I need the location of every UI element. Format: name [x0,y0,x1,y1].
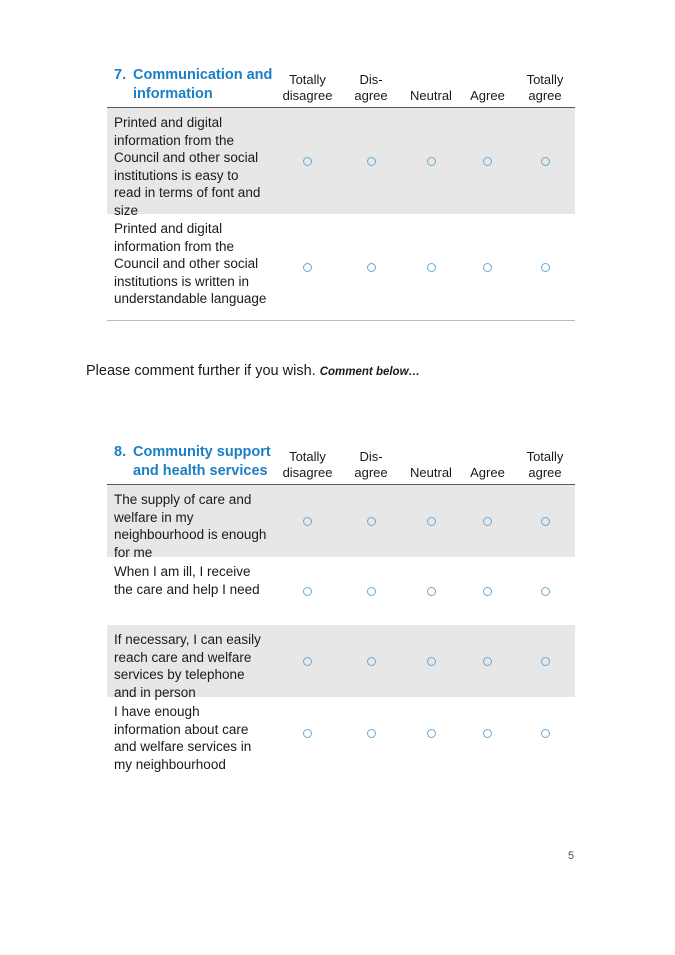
radio-cell-neutral[interactable] [402,625,460,697]
question-text: The supply of care and welfare in my neighbourhood is enough for me [114,492,267,560]
section-8-title [107,443,275,484]
question-text: Printed and digital information from the Council and other social institutions is written in understandable language [114,221,267,306]
table-row [107,214,575,321]
radio-button[interactable] [367,587,376,596]
radio-cell-agree[interactable] [460,557,515,625]
radio-cell-neutral[interactable] [402,697,460,769]
radio-button[interactable] [367,263,376,272]
radio-button[interactable] [303,657,312,666]
radio-button[interactable] [303,729,312,738]
table-row [107,108,575,218]
radio-cell-totally-agree[interactable] [515,557,575,625]
radio-button[interactable] [483,263,492,272]
radio-cell-agree[interactable] [460,485,515,557]
matrix-header-8 [107,443,575,485]
table-row [107,485,575,560]
survey-section-8 [107,443,575,772]
radio-cell-totally-agree[interactable] [515,214,575,320]
radio-cell-totally-agree[interactable] [515,625,575,697]
scale-label-totally-agree: Totally agree [526,449,564,480]
scale-label-agree: Agree [470,88,505,103]
radio-cell-agree[interactable] [460,697,515,769]
survey-section-7 [107,66,575,321]
radio-button[interactable] [367,657,376,666]
scale-label-totally-disagree: Totally disagree [282,72,333,103]
radio-cell-totally-disagree[interactable] [275,697,340,769]
radio-cell-totally-disagree[interactable] [275,557,340,625]
radio-button[interactable] [541,263,550,272]
radio-cell-disagree[interactable] [340,625,402,697]
radio-cell-neutral[interactable] [402,557,460,625]
radio-button[interactable] [427,517,436,526]
question-text: Printed and digital information from the Council and other social institutions is easy to read in terms of font and size [114,115,261,218]
section-7-title [107,66,275,107]
scale-label-totally-agree: Totally agree [526,72,564,103]
radio-button[interactable] [303,263,312,272]
comment-prompt-hint: Comment below… [319,366,421,378]
table-row [107,625,575,700]
radio-button[interactable] [541,587,550,596]
scale-label-neutral: Neutral [410,465,452,480]
radio-cell-disagree[interactable] [340,557,402,625]
radio-button[interactable] [367,157,376,166]
section-7-number: 7. [114,67,127,83]
comment-prompt [86,362,420,382]
radio-button[interactable] [427,657,436,666]
radio-button[interactable] [541,517,550,526]
scale-labels-8 [275,449,575,484]
scale-label-disagree: Dis- agree [354,449,388,480]
radio-button[interactable] [483,517,492,526]
scale-labels-7 [275,72,575,107]
question-text: When I am ill, I receive the care and help I need [114,564,260,597]
radio-cell-neutral[interactable] [402,108,460,214]
radio-button[interactable] [483,657,492,666]
page-number: 5 [567,850,575,862]
radio-button[interactable] [427,587,436,596]
radio-cell-totally-agree[interactable] [515,697,575,769]
table-row [107,697,575,772]
radio-cell-totally-disagree[interactable] [275,625,340,697]
section-7-name: Communication and information [133,67,273,102]
radio-cell-neutral[interactable] [402,485,460,557]
radio-button[interactable] [427,729,436,738]
radio-cell-neutral[interactable] [402,214,460,320]
radio-cell-totally-agree[interactable] [515,485,575,557]
radio-cell-totally-disagree[interactable] [275,108,340,214]
radio-cell-disagree[interactable] [340,214,402,320]
radio-button[interactable] [303,587,312,596]
radio-button[interactable] [427,263,436,272]
section-8-number: 8. [114,444,127,460]
question-text: If necessary, I can easily reach care and welfare services by telephone and in person [114,632,261,700]
radio-cell-agree[interactable] [460,108,515,214]
radio-cell-totally-agree[interactable] [515,108,575,214]
scale-label-agree: Agree [470,465,505,480]
radio-cell-agree[interactable] [460,625,515,697]
radio-button[interactable] [483,587,492,596]
radio-button[interactable] [483,157,492,166]
section-8-name: Community support and health services [133,444,271,479]
radio-cell-agree[interactable] [460,214,515,320]
radio-cell-totally-disagree[interactable] [275,214,340,320]
radio-button[interactable] [541,657,550,666]
radio-button[interactable] [367,729,376,738]
scale-label-totally-disagree: Totally disagree [282,449,333,480]
comment-prompt-text: Please comment further if you wish. [86,363,316,379]
radio-cell-disagree[interactable] [340,485,402,557]
table-row [107,557,575,625]
radio-button[interactable] [483,729,492,738]
question-text: I have enough information about care and welfare services in my neighbourhood [114,704,252,772]
radio-cell-disagree[interactable] [340,697,402,769]
scale-label-disagree: Dis- agree [354,72,388,103]
scale-label-neutral: Neutral [410,88,452,103]
matrix-header-7 [107,66,575,108]
radio-button[interactable] [541,157,550,166]
radio-button[interactable] [427,157,436,166]
radio-button[interactable] [303,157,312,166]
radio-button[interactable] [303,517,312,526]
radio-cell-totally-disagree[interactable] [275,485,340,557]
radio-button[interactable] [367,517,376,526]
radio-button[interactable] [541,729,550,738]
radio-cell-disagree[interactable] [340,108,402,214]
